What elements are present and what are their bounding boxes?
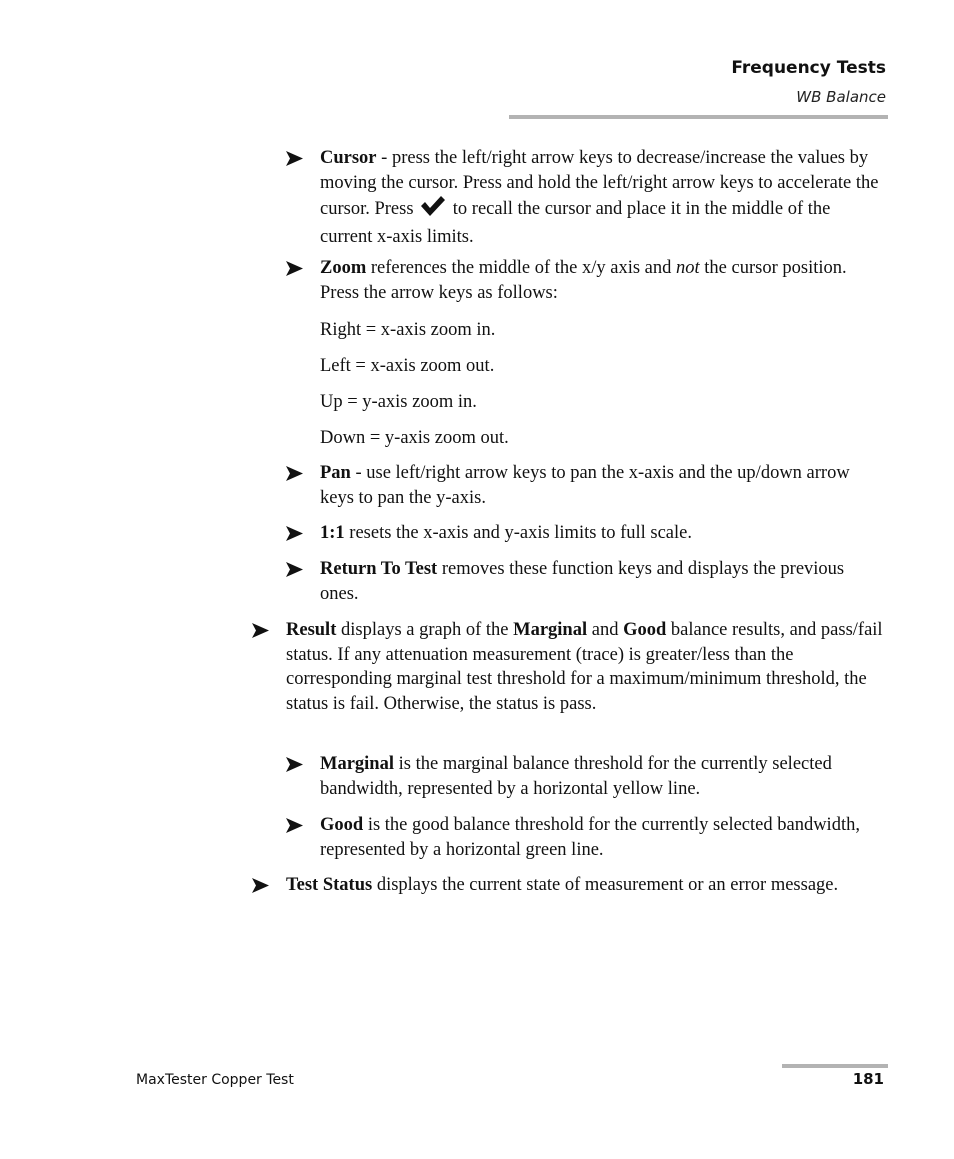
term-marginal: Marginal	[320, 754, 394, 774]
pan-text: - use left/right arrow keys to pan the x-axis and the up/down arrow keys to pan the y-axis.	[320, 463, 850, 508]
zoom-key-left: Left = x-axis zoom out.	[320, 356, 495, 376]
cursor-text-2: to recall the cursor and place it in the middle of the current x-axis limits.	[320, 199, 831, 247]
bullet-arrow-icon	[252, 878, 269, 893]
bullet-test-status	[286, 873, 886, 898]
footer-rule	[782, 1064, 888, 1068]
bullet-arrow-icon	[286, 151, 303, 166]
one-to-one-text: resets the x-axis and y-axis limits to full scale.	[344, 523, 692, 543]
zoom-emphasis: not	[676, 258, 700, 278]
footer-doc-title: MaxTester Copper Test	[136, 1072, 294, 1088]
test-status-text: displays the current state of measurement or an error message.	[372, 875, 839, 895]
zoom-key-up: Up = y-axis zoom in.	[320, 392, 477, 412]
term-cursor: Cursor	[320, 148, 377, 168]
bullet-good	[320, 813, 880, 862]
bullet-arrow-icon	[286, 562, 303, 577]
running-header-title: Frequency Tests	[731, 58, 886, 78]
marginal-text: is the marginal balance threshold for the currently selected bandwidth, represented by a horizontal yellow line.	[320, 754, 832, 799]
result-text-3: balance results, and pass/fail status. If any attenuation measurement (trace) is greater/less than the corresponding marginal test threshold for a maximum/minimum threshold, the status is fail. Otherwise, the status is pass.	[286, 620, 883, 714]
result-text-1: displays a graph of the	[336, 620, 514, 640]
page-number: 181	[852, 1070, 884, 1088]
return-to-test-text: removes these function keys and displays the previous ones.	[320, 559, 845, 604]
bullet-marginal	[320, 752, 880, 801]
result-text-2: and	[587, 620, 624, 640]
zoom-key-right: Right = x-axis zoom in.	[320, 320, 496, 340]
zoom-text-2: the cursor position. Press the arrow keys as follows:	[320, 258, 847, 303]
bullet-cursor	[320, 146, 880, 249]
bullet-arrow-icon	[286, 261, 303, 276]
running-header-subtitle: WB Balance	[796, 88, 886, 106]
term-return-to-test: Return To Test	[320, 559, 438, 579]
bullet-one-to-one	[320, 521, 880, 546]
term-one-to-one: 1:1	[320, 523, 345, 543]
term-marginal-inline: Marginal	[513, 620, 588, 640]
bullet-zoom	[320, 256, 880, 305]
cursor-text-1: - press the left/right arrow keys to decrease/increase the values by moving the cursor. Press and hold the left/right arrow keys to accelerate the cursor. Press	[320, 148, 879, 220]
bullet-result	[286, 618, 886, 716]
zoom-text-1: references the middle of the x/y axis and	[366, 258, 677, 278]
header-rule	[509, 115, 888, 119]
term-good-inline: Good	[623, 620, 667, 640]
term-good: Good	[320, 815, 364, 835]
zoom-key-down: Down = y-axis zoom out.	[320, 428, 509, 448]
bullet-return-to-test	[320, 557, 880, 606]
term-pan: Pan	[320, 463, 351, 483]
bullet-pan	[320, 461, 880, 510]
bullet-arrow-icon	[286, 757, 303, 772]
term-test-status: Test Status	[286, 875, 373, 895]
good-text: is the good balance threshold for the currently selected bandwidth, represented by a horizontal green line.	[320, 815, 860, 860]
term-result: Result	[286, 620, 337, 640]
bullet-arrow-icon	[252, 623, 269, 638]
checkmark-icon	[420, 195, 446, 225]
bullet-arrow-icon	[286, 818, 303, 833]
bullet-arrow-icon	[286, 466, 303, 481]
bullet-arrow-icon	[286, 526, 303, 541]
term-zoom: Zoom	[320, 258, 367, 278]
